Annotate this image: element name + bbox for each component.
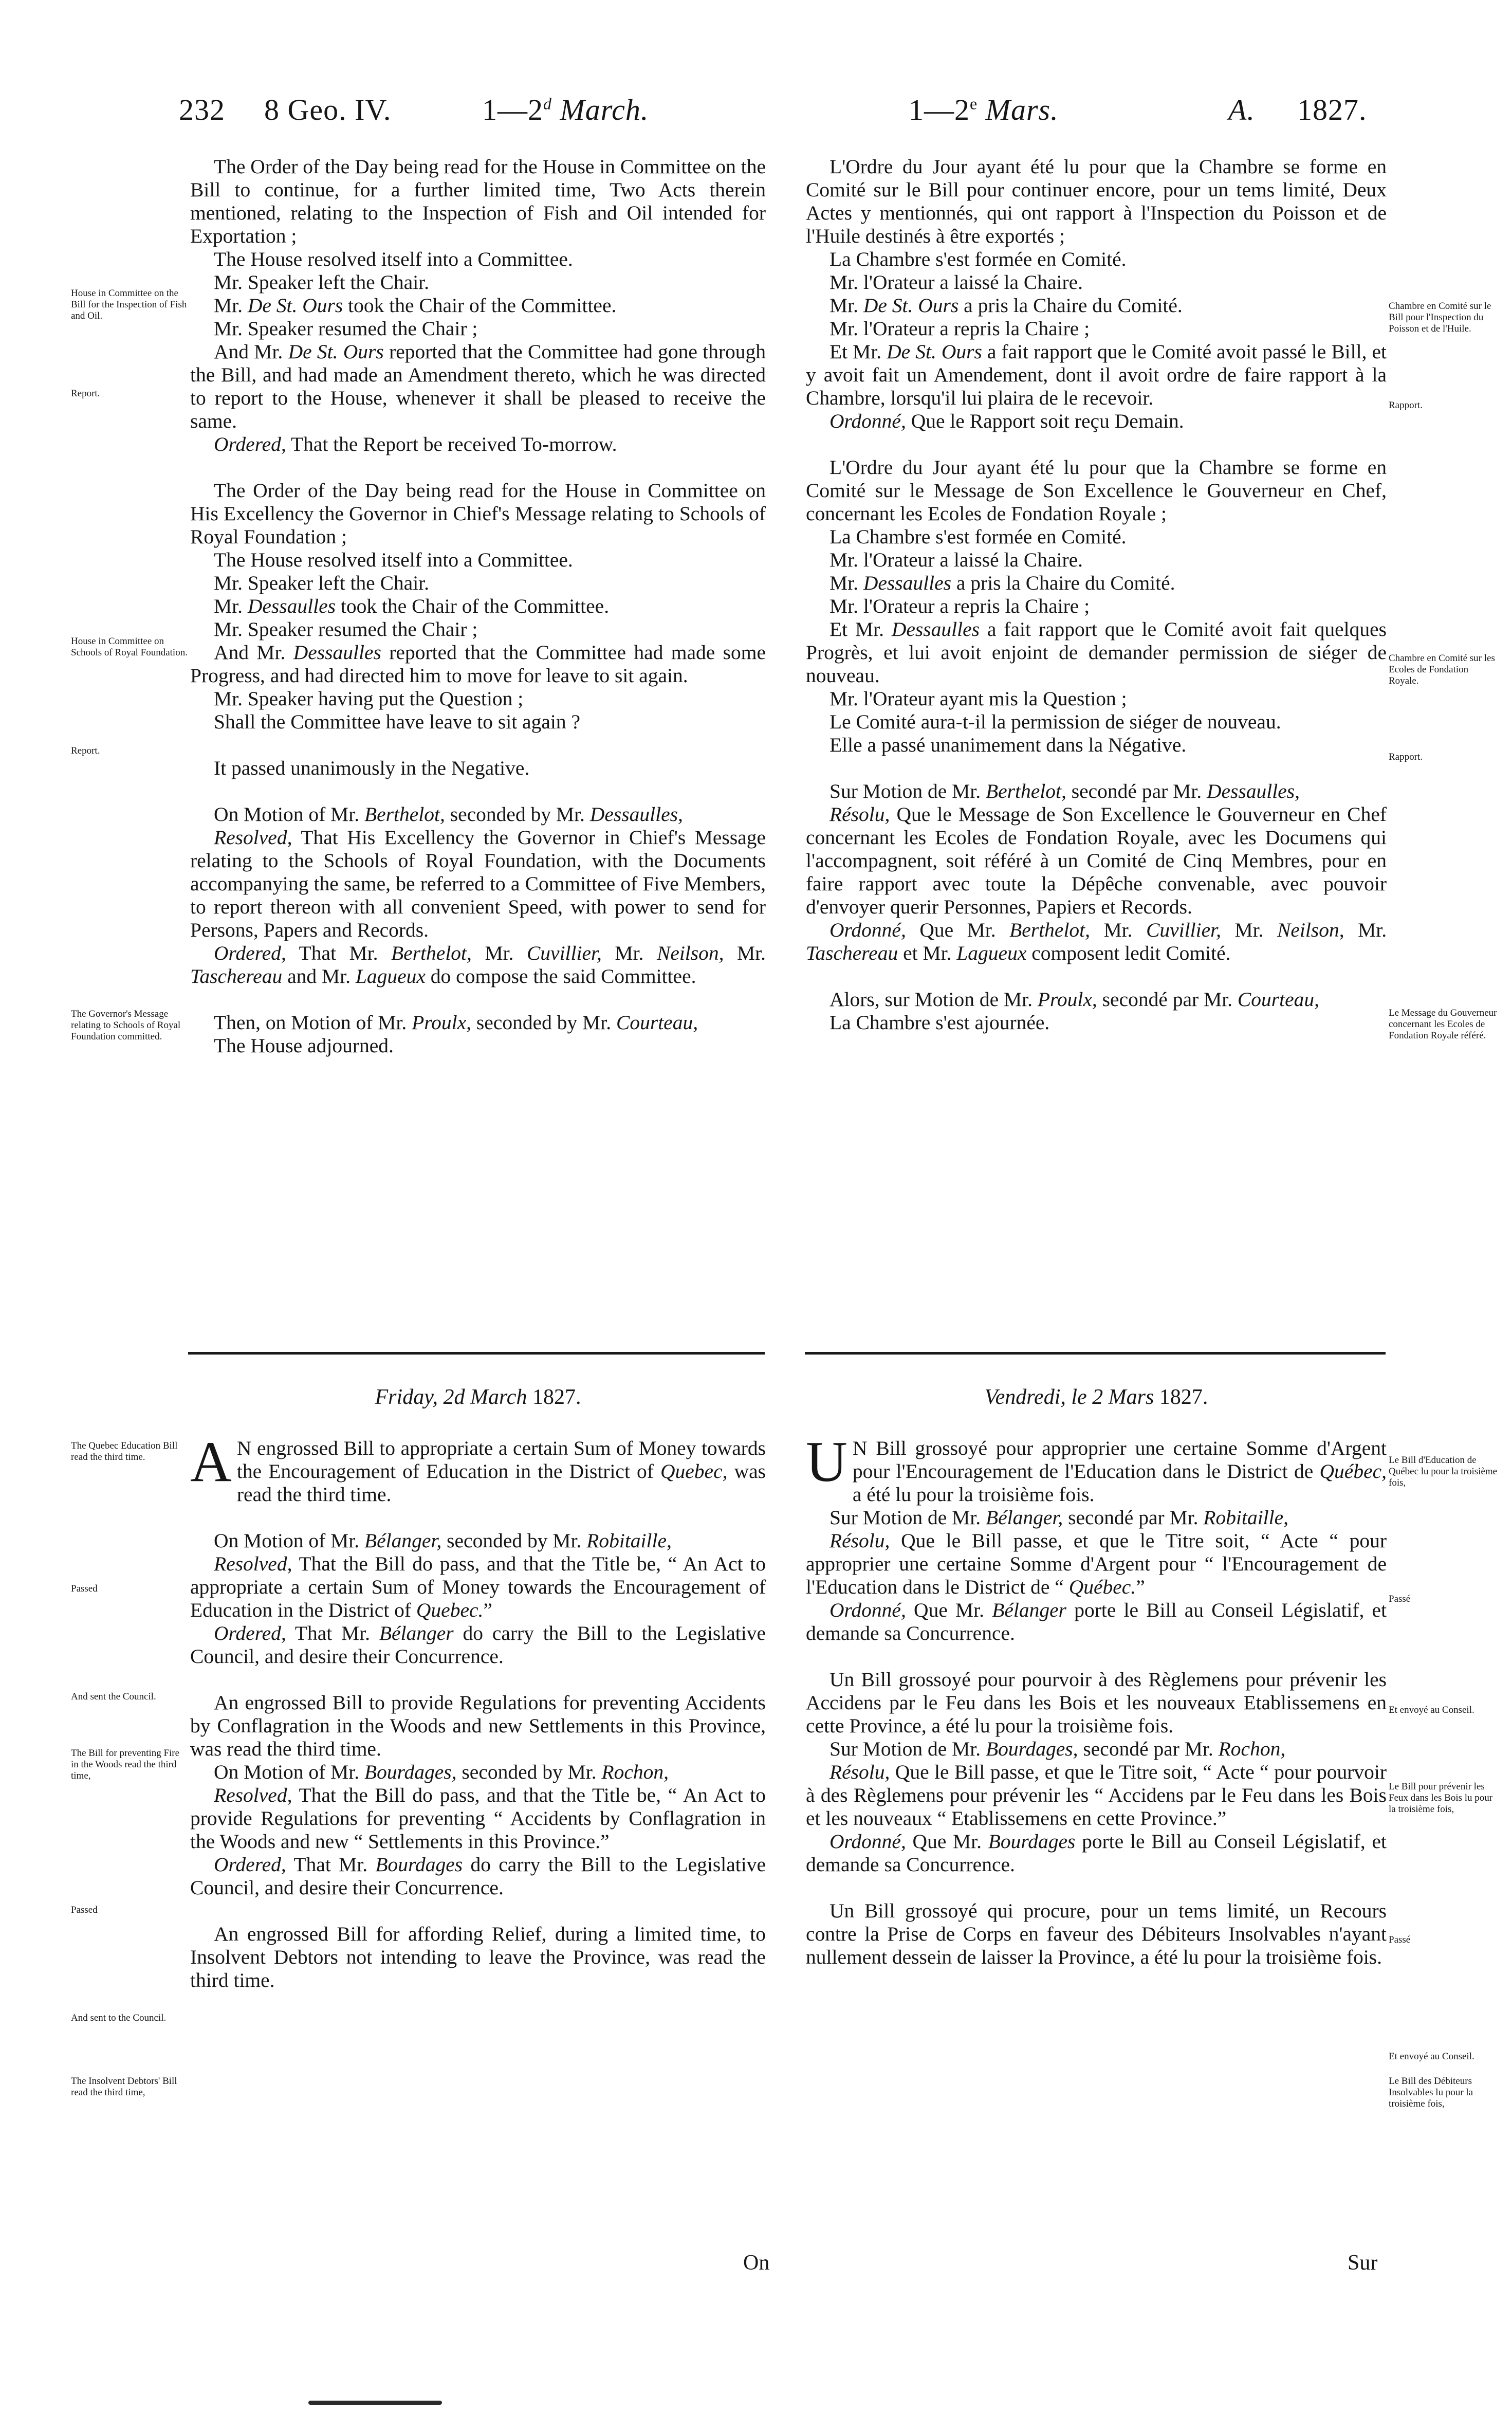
header-date-en: 1—2$^d$ March. [482,93,649,126]
fr-para-8: L'Ordre du Jour ayant été lu pour que la Chambre se forme en Comité sur le Message de Son Excellence le Gouverneur en Chef, concernant les Ecoles de Fondation Royale ; [806,456,1387,525]
fr-para-17: Sur Motion de Mr. Berthelot, secondé par Mr. Dessaulles, [829,780,1300,802]
margin-note-en-5: The Governor's Message relating to Schools of Royal Foundation committed. [71,1009,181,1042]
fr-q-para-6: Sur Motion de Mr. Bourdages, secondé par Mr. Rochon, [829,1738,1286,1760]
en-para-2: The House resolved itself into a Committee. [214,248,573,270]
drop-cap-en: A [190,1430,232,1494]
en-para-4: Mr. De St. Ours took the Chair of the Committee. [214,294,617,317]
fr-para-1: L'Ordre du Jour ayant été lu pour que la Chambre se forme en Comité sur le Bill pour continuer encore, pour un tems limité, Deux Actes y mentionnés, qui ont rapport à l'Inspection du Poisson et de l'Huile destinés à être exportés ; [806,155,1387,247]
fr-para-10: Mr. l'Orateur a laissé la Chaire. [829,548,1083,571]
en-para-18: Resolved, That His Excellency the Governor in Chief's Message relating to the Schools of Royal Foundation, with the Documents accompanying the same, be referred to a Committee of Five Members, to report thereon with all convenient Speed, with power to send for Persons, Papers and Records. [190,826,766,941]
en-para-15: Shall the Committee have leave to sit again ? [214,710,580,733]
margin-note-en-12: The Insolvent Debtors' Bill read the third time, [71,2076,177,2098]
catchword-fr: Sur [1348,2251,1378,2275]
day-title-fr: Vendredi, le 2 Mars 1827. [984,1385,1208,1409]
fr-q-para-8: Ordonné, Que Mr. Bourdages porte le Bill au Conseil Législatif, et demande sa Concurrence. [806,1830,1387,1876]
en-para-12: Mr. Speaker resumed the Chair ; [214,618,478,641]
fr-q-para-2: Sur Motion de Mr. Bélanger, secondé par Mr. Robitaille, [829,1506,1289,1529]
fr-q-para-9: Un Bill grossoyé qui procure, pour un tems limité, un Recours contre la Prise de Corps en faveur des Débiteurs Insolvables n'ayant nullement dessein de laisser la Province, a été lu pour la troisième fois. [806,1899,1387,1968]
fr-para-21: La Chambre s'est ajournée. [829,1011,1050,1034]
margin-note-fr-10: Passé [1389,1934,1411,1945]
margin-note-en-11: And sent to the Council. [71,2013,167,2023]
page-number: 232 [179,93,225,126]
en-q-para-5: An engrossed Bill to provide Regulations for preventing Accidents by Conflagration in the Woods and new Settlements in this Province, was read the third time. [190,1691,766,1760]
fr-para-6: Et Mr. De St. Ours a fait rapport que le Comité avoit passé le Bill, et y avoit fait un Amendement, dont il avoit ordre de faire rapport à la Chambre, lorsqu'il lui plaira de le recevoir. [806,340,1387,409]
margin-note-en-4: Report. [71,745,100,756]
fr-para-16: Elle a passé unanimement dans la Négative. [829,734,1187,756]
fr-para-12: Mr. l'Orateur a repris la Chaire ; [829,595,1090,617]
en-para-11: Mr. Dessaulles took the Chair of the Committee. [214,595,610,617]
en-para-3: Mr. Speaker left the Chair. [214,271,430,294]
en-para-6: And Mr. De St. Ours reported that the Committee had gone through the Bill, and had made an Amendment thereto, which he was directed to report to the House, whenever it shall be pleased to receive the same. [190,340,766,432]
fr-para-11: Mr. Dessaulles a pris la Chaire du Comité. [829,572,1175,594]
drop-cap-fr: U [806,1430,847,1494]
fr-para-5: Mr. l'Orateur a repris la Chaire ; [829,317,1090,340]
margin-note-fr-1: Chambre en Comité sur le Bill pour l'Inspection du Poisson et de l'Huile. [1389,301,1491,334]
fr-q-para-4: Ordonné, Que Mr. Bélanger porte le Bill au Conseil Législatif, et demande sa Concurrence. [806,1599,1387,1644]
en-para-7: Ordered, That the Report be received To-morrow. [214,433,617,455]
fr-para-2: La Chambre s'est formée en Comité. [829,248,1127,270]
fr-para-13: Et Mr. Dessaulles a fait rapport que le Comité avoit fait quelques Progrès, et lui avoit enjoint de demander permission de siéger de nouveau. [806,618,1387,687]
fr-para-19: Ordonné, Que Mr. Berthelot, Mr. Cuvillier, Mr. Neilson, Mr. Taschereau et Mr. Lagueux composent ledit Comité. [806,919,1387,964]
header-date-fr: 1—2e Mars. [909,93,1059,126]
en-q-para-3: Resolved, That the Bill do pass, and that the Title be, “ An Act to appropriate a certain Sum of Money towards the Encouragement of Education in the District of Quebec.” [190,1552,766,1621]
english-column-1 [190,155,766,1057]
en-para-10: Mr. Speaker left the Chair. [214,572,430,594]
day-title-en: Friday, 2d March 1827. [375,1385,581,1409]
en-para-21: The House adjourned. [214,1034,394,1057]
margin-note-en-10: Passed [71,1905,98,1915]
header-letter: A. [1228,93,1255,126]
margin-note-fr-2: Rapport. [1389,400,1423,411]
en-q-para-6: On Motion of Mr. Bourdages, seconded by Mr. Rochon, [214,1761,669,1783]
reign-label: 8 Geo. IV. [264,93,392,126]
en-q-para-1: A N engrossed Bill to appropriate a certain Sum of Money towards the Encouragement of Education in the District of Quebec, was read the third time. [190,1430,766,1506]
fr-q-para-1: U N Bill grossoyé pour approprier une certaine Somme d'Argent pour l'Encouragement de l'Education dans le District de Québec, a été lu pour la troisième fois. [806,1430,1387,1506]
margin-note-en-1: House in Committee on the Bill for the Inspection of Fish and Oil. [71,288,187,321]
fr-q-para-5: Un Bill grossoyé pour pourvoir à des Règlemens pour prévenir les Accidens par le Feu dans les Bois et les nouveaux Etablissemens en cette Province, a été lu pour la troisième fois. [806,1668,1387,1737]
margin-note-en-9: The Bill for preventing Fire in the Woods read the third time, [71,1748,180,1781]
english-column-2 [190,1430,766,1992]
margin-note-en-2: Report. [71,388,100,399]
en-q-para-7: Resolved, That the Bill do pass, and that the Title be, “ An Act to provide Regulations for preventing “ Accidents by Conflagration in the Woods and new “ Settlements in this Province.” [190,1784,766,1853]
margin-note-en-6: The Quebec Education Bill read the third time. [71,1440,178,1462]
bottom-ink-mark [308,2401,442,2405]
margin-note-fr-7: Passé [1389,1594,1411,1604]
fr-para-15: Le Comité aura-t-il la permission de siéger de nouveau. [829,710,1281,733]
margin-note-fr-11: Et envoyé au Conseil. [1389,2051,1474,2062]
margin-note-fr-8: Et envoyé au Conseil. [1389,1705,1474,1715]
en-para-5: Mr. Speaker resumed the Chair ; [214,317,478,340]
fr-para-18: Résolu, Que le Message de Son Excellence le Gouverneur en Chef concernant les Ecoles de Fondation Royale, avec les Documens qui l'accompagnent, soit référé à un Comité de Cinq Membres, pour en faire rapport avec toute la Dépêche convenable, avec pouvoir d'envoyer querir Personnes, Papiers et Records. [806,803,1387,918]
en-para-16: It passed unanimously in the Negative. [214,757,530,779]
en-para-17: On Motion of Mr. Berthelot, seconded by Mr. Dessaulles, [214,803,683,826]
en-para-20: Then, on Motion of Mr. Proulx, seconded by Mr. Courteau, [214,1011,698,1034]
fr-para-7: Ordonné, Que le Rapport soit reçu Demain. [829,410,1184,432]
section-divider-en [188,1352,765,1355]
margin-note-en-8: And sent the Council. [71,1691,156,1702]
en-para-19: Ordered, That Mr. Berthelot, Mr. Cuvillier, Mr. Neilson, Mr. Taschereau and Mr. Lagueux do compose the said Committee. [190,942,766,987]
fr-q-para-3: Résolu, Que le Bill passe, et que le Titre soit, “ Acte “ pour approprier une certaine Somme d'Argent pour “ l'Encouragement de l'Education dans le District de “ Québec.” [806,1529,1387,1598]
en-q-para-8: Ordered, That Mr. Bourdages do carry the Bill to the Legislative Council, and desire their Concurrence. [190,1853,766,1899]
en-q-para-4: Ordered, That Mr. Bélanger do carry the Bill to the Legislative Council, and desire their Concurrence. [190,1622,766,1668]
margin-note-fr-6: Le Bill d'Education de Québec lu pour la troisième fois, [1389,1455,1498,1488]
fr-para-20: Alors, sur Motion de Mr. Proulx, secondé par Mr. Courteau, [829,988,1320,1011]
margin-note-en-3: House in Committee on Schools of Royal Foundation. [71,636,188,658]
en-para-8: The Order of the Day being read for the House in Committee on His Excellency the Governor in Chief's Message relating to Schools of Royal Foundation ; [190,479,766,548]
en-para-13: And Mr. Dessaulles reported that the Committee had made some Progress, and had directed him to move for leave to sit again. [190,641,766,687]
fr-para-9: La Chambre s'est formée en Comité. [829,525,1127,548]
en-para-1: The Order of the Day being read for the House in Committee on the Bill to continue, for a further limited time, Two Acts therein mentioned, relating to the Inspection of Fish and Oil intended for Exportation ; [190,155,766,247]
fr-para-14: Mr. l'Orateur ayant mis la Question ; [829,687,1127,710]
en-para-14: Mr. Speaker having put the Question ; [214,687,524,710]
fr-para-3: Mr. l'Orateur a laissé la Chaire. [829,271,1083,294]
en-q-para-9: An engrossed Bill for affording Relief, during a limited time, to Insolvent Debtors not intending to leave the Province, was read the third time. [190,1923,766,1991]
margin-note-fr-4: Rapport. [1389,752,1423,762]
header-year: 1827. [1297,93,1367,126]
margin-note-fr-5: Le Message du Gouverneur concernant les Ecoles de Fondation Royale référé. [1389,1008,1497,1041]
en-q-para-2: On Motion of Mr. Bélanger, seconded by Mr. Robitaille, [214,1529,672,1552]
fr-para-4: Mr. De St. Ours a pris la Chaire du Comité. [829,294,1183,317]
catchword-en: On [743,2251,770,2275]
french-column-1 [806,155,1387,1034]
margin-note-fr-9: Le Bill pour prévenir les Feux dans les Bois lu pour la troisième fois, [1389,1781,1493,1815]
fr-q-para-7: Résolu, Que le Bill passe, et que le Titre soit, “ Acte “ pour pourvoir à des Règlemens pour prévenir les “ Accidens par le Feu dans les Bois et les nouveaux “ Etablissemens en cette Province.” [806,1761,1387,1830]
margin-note-fr-3: Chambre en Comité sur les Ecoles de Fondation Royale. [1389,653,1495,686]
french-column-2 [806,1430,1387,1969]
section-divider-fr [805,1352,1386,1355]
margin-note-en-7: Passed [71,1583,98,1594]
en-para-9: The House resolved itself into a Committee. [214,548,573,571]
margin-note-fr-12: Le Bill des Débiteurs Insolvables lu pour la troisième fois, [1389,2076,1473,2109]
